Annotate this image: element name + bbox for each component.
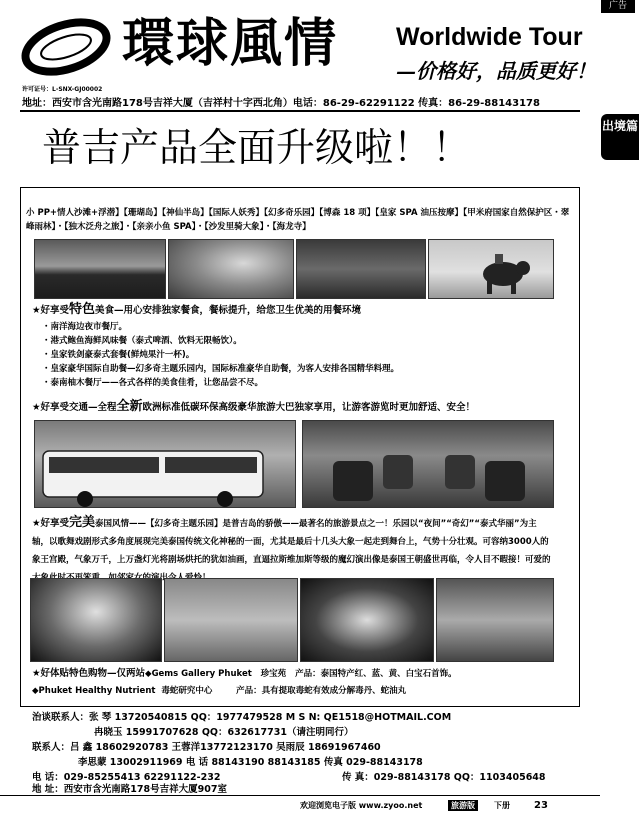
- temple-night-photo: [30, 578, 162, 662]
- contact-line: 李思蒙 13002911969 电 话 88143190 88143185 传真 029-88143178: [78, 757, 423, 768]
- fax-line: 传 真：029-88143178 QQ：1103405648: [342, 772, 546, 783]
- contact-line: 治谈联系人：张 琴 13720540815 QQ：1977479528 M S N: QE1518@HOTMAIL.COM: [32, 712, 452, 723]
- dance-performance-photo: [436, 578, 554, 662]
- footer-badge: 旅游版: [448, 800, 478, 811]
- page-number: 23: [534, 800, 548, 811]
- address-line: 地 址：西安市含光南路178号吉祥大厦907室: [32, 784, 227, 795]
- brand-name-cn: 環球風情: [122, 13, 339, 74]
- section-tab[interactable]: 出境篇: [601, 114, 639, 160]
- shopping-line-1: ★好体贴特色购物—仅两站◆Gems Gallery Phuket 珍宝苑 产品：泰国特产红、蓝、黄、白宝石首饰。: [32, 668, 457, 679]
- island-bay-photo: [34, 239, 166, 299]
- spa-massage-photo: [168, 239, 294, 299]
- stage-show-photo: [300, 578, 434, 662]
- food-item: ・皇家豪华国际自助餐—幻多奇主题乐园内，国际标准豪华自助餐，为客人安排各国精华料理。: [42, 364, 400, 374]
- food-item: ・南洋海边夜市餐厅。: [42, 322, 128, 332]
- ad-tag: 广告: [601, 0, 635, 13]
- permit-number: 许可证号：L-SNX-GJ00002: [22, 86, 103, 93]
- company-address: 地址：西安市含光南路178号吉祥大厦（吉祥村十字西北角）电话：86-29-62291122 传真：86-29-88143178: [22, 98, 540, 109]
- food-list: [42, 320, 399, 390]
- food-item: ・皇家铁剑豪泰式套餐(鲜炖果汁一杯)。: [42, 350, 195, 360]
- food-item: ・泰南柚木餐厅——各式各样的美食佳肴，让您品尝不尽。: [42, 378, 264, 388]
- food-heading: ★好享受特色美食—用心安排独家餐食，餐标提升，给您卫生优美的用餐环境: [32, 302, 362, 317]
- culture-paragraph: ★好享受完美泰国风情——【幻多奇主题乐园】是普吉岛的骄傲——最著名的旅游景点之一！乐园以“夜间”“奇幻”“泰式华丽”为主轴，以歌舞戏剧形式多角度展现完美泰国传统文化神秘的一面，尤其是最后十几头大象一起走到舞台上，气势十分壮观。可容纳3000人的象王宫殿，气象万千，上万盏灯光将剧场烘托的犹如油画，直逼拉斯维加斯等级的魔幻演出像是泰国王朝盛世再临，令人目不暇接！可爱的: [32, 515, 551, 565]
- elephant-palace-photo: [164, 578, 298, 662]
- globe-logo-icon: [20, 14, 112, 80]
- transport-heading: ★好享受交通—全程全新欧洲标准低碳环保高级豪华旅游大巴独家享用，让游客游览时更加舒适、安全！: [32, 399, 476, 414]
- contact-line: 联系人：吕 鑫 18602920783 王蓉洋13772123170 吴雨辰 18691967460: [32, 742, 381, 753]
- phone-line: 电 话：029-85255413 62291122-232: [32, 772, 221, 783]
- snorkeling-photo: [296, 239, 426, 299]
- elephant-ride-photo: [428, 239, 554, 299]
- page-headline: 普吉产品全面升级啦！！: [42, 126, 472, 171]
- contact-line: 冉晓玉 15991707628 QQ：632617731（请注明同行）: [94, 727, 354, 738]
- shopping-line-2: ◆Phuket Healthy Nutrient 毒蛇研究中心 产品：具有提取毒蛇有效成分解毒丹、蛇油丸: [32, 686, 407, 696]
- header-divider: [20, 110, 580, 112]
- tour-bus-exterior-photo: [34, 420, 296, 508]
- brand-slogan: —价格好，品质更好！: [396, 59, 596, 83]
- footer-link[interactable]: 欢迎浏览电子版 www.zyoo.net: [300, 801, 423, 810]
- footer-next[interactable]: 下册: [494, 801, 510, 810]
- tour-bus-interior-photo: [302, 420, 554, 508]
- footer-divider: [0, 795, 600, 796]
- brand-name-en: Worldwide Tour: [396, 23, 583, 51]
- itinerary-text: 小 PP+情人沙滩+浮潜】【珊瑚岛】【神仙半岛】【国际人妖秀】【幻多奇乐园】【博森 18 项】【皇家 SPA 油压按摩】【甲米府国家自然保护区・翠峰雨林】・【独木泛舟之旅】・【亲亲小鱼 SPA】・【沙发里骑大象】・【海龙寺】: [26, 208, 570, 232]
- food-item: ・港式鲍鱼海鲜风味餐（泰式啤酒、饮料无限畅饮）。: [42, 336, 242, 346]
